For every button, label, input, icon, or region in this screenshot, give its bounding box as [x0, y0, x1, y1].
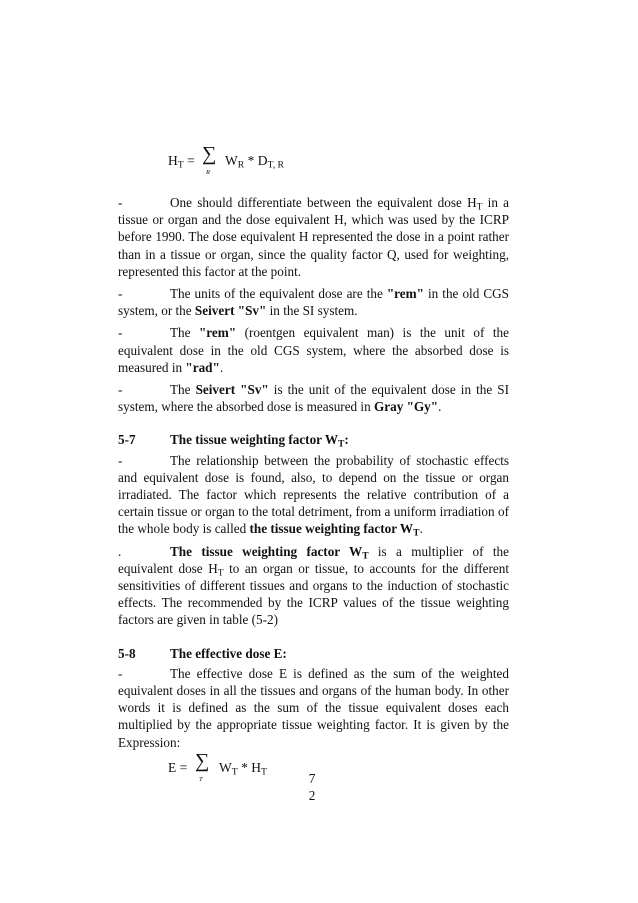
- paragraph-seivert: - The Seivert "Sv" is the unit of the equivalent dose in the SI system, where the absorbed dose is measured in Gray "Gy".: [118, 382, 509, 415]
- formula-rhs: $W_R * D_{T, R}$: [225, 153, 285, 171]
- paragraph-tissue-weighting-multiplier: . The tissue weighting factor $W_T$ is a multiplier of the equivalent dose $H_T$ to an organ or tissue, to accounts for the different sensitivities of different tissues and organs to the induction of stochastic effects. The recommended by the ICRP values of the tissue weighting factors are given in table (5-2): [118, 543, 510, 628]
- paragraph-equivalent-vs-dose-equivalent: - One should differentiate between the equivalent dose $H_T$ in a tissue or organ and the dose equivalent H, which was used by the ICRP before 1990. The dose equivalent H represented the dose in a point rather than in a tissue or organ, since the quality factor Q, used for weighting, represented this factor at the point.: [118, 195, 509, 279]
- paragraph-tissue-weighting-definition: - The relationship between the probability of stochastic effects and equivalent dose is found, also, to depend on the tissue or organ irradiated. The factor which represents the relative contribution of a certain tissue or organ to the total detriment, from a uniform irradiation of the whole body is called the tissue weighting factor $W_T$.: [118, 452, 509, 539]
- page-number: 7 2: [308, 771, 316, 803]
- page-content: [118, 143, 510, 783]
- section-heading-5-7: 5-7 The tissue weighting factor $W_T$:: [118, 432, 349, 450]
- paragraph-rem: - The "rem" (roentgen equivalent man) is the unit of the equivalent dose in the old CGS system, where the absorbed dose is measured in "rad".: [118, 325, 509, 375]
- paragraph-units: - The units of the equivalent dose are the "rem" in the old CGS system, or the Seivert "Sv" in the SI system.: [118, 286, 509, 319]
- section-heading-5-8: 5-8 The effective dose E:: [118, 645, 287, 661]
- formula-e-rhs: $W_T * H_T$: [219, 759, 267, 778]
- sum-sign-e: ∑: [195, 749, 210, 772]
- paragraph-effective-dose: - The effective dose E is defined as the sum of the weighted equivalent doses in all the tissues and organs of the human body. In other words it is defined as the sum of the tissue equivalent doses each multiplied by the appropriate tissue weighting factor. It is given by the Expression:: [118, 665, 509, 750]
- sum-subscript-e: T: [199, 775, 203, 783]
- sum-subscript: R: [206, 169, 210, 176]
- formula-equivalent-dose: [118, 143, 509, 176]
- sum-sign: ∑: [202, 143, 217, 165]
- formula-lhs: $H_T$ =: [168, 153, 195, 171]
- formula-e-lhs: E =: [168, 759, 188, 775]
